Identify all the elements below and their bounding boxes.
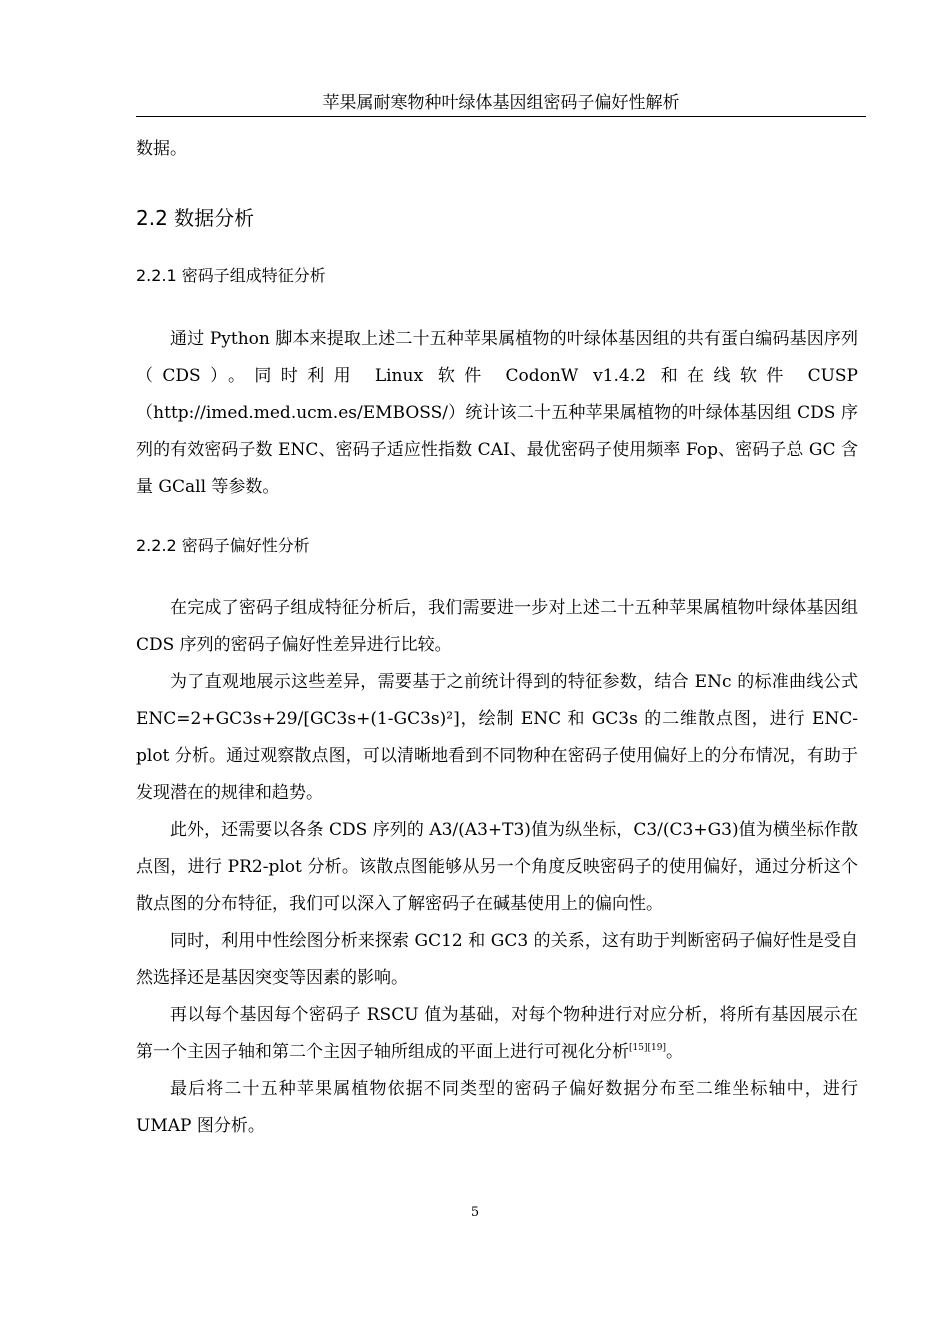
- sentence-end: 。: [665, 1042, 683, 1062]
- header-rule: [136, 116, 866, 117]
- paragraph-pr2-plot: 此外，还需要以各条 CDS 序列的 A3/(A3+T3)值为纵坐标，C3/(C3+G3)值为横坐标作散点图，进行 PR2-plot 分析。该散点图能够从另一个角度反映密码子的使用偏好，通过分析这个散点图的分布特征，我们可以深入了解密码子在碱基使用上的偏向性。: [136, 820, 858, 914]
- paragraph-umap: 最后将二十五种苹果属植物依据不同类型的密码子偏好数据分布至二维坐标轴中，进行 UMAP 图分析。: [136, 1079, 858, 1136]
- continuation-text: 数据。: [136, 139, 187, 159]
- paragraph-neutrality-plot: 同时，利用中性绘图分析来探索 GC12 和 GC3 的关系，这有助于判断密码子偏好性是受自然选择还是基因突变等因素的影响。: [136, 931, 858, 988]
- paragraph-codon-composition: 通过 Python 脚本来提取上述二十五种苹果属植物的叶绿体基因组的共有蛋白编码基因序列（CDS）。同时利用 Linux 软件 CodonW v1.4.2 和在线软件 CUSP（http://imed.med.ucm.es/EMBOSS/）统计该二十五种苹果属植物的叶绿体基因组 CDS 序列的有效密码子数 ENC、密码子适应性指数 CAI、最优密码子使用频率 Fop、密码子总 GC 含量 GCall 等参数。: [136, 329, 858, 497]
- paragraph-correspondence-analysis: [136, 997, 858, 1071]
- running-header: 苹果属耐寒物种叶绿体基因组密码子偏好性解析: [322, 93, 680, 113]
- subsection-heading-2-2-1: 2.2.1 密码子组成特征分析: [136, 266, 326, 285]
- section-heading-2-2: 2.2 数据分析: [136, 206, 255, 230]
- paragraph-enc-plot: 为了直观地展示这些差异，需要基于之前统计得到的特征参数，结合 ENc 的标准曲线公式 ENC=2+GC3s+29/[GC3s+(1-GC3s)²]，绘制 ENC 和 GC3s 的二维散点图，进行 ENC-plot 分析。通过观察散点图，可以清晰地看到不同物种在密码子使用偏好上的分布情况，有助于发现潜在的规律和趋势。: [136, 672, 858, 803]
- citation-reference: [15][19]: [629, 1043, 666, 1053]
- paragraph-comparison: 在完成了密码子组成特征分析后，我们需要进一步对上述二十五种苹果属植物叶绿体基因组 CDS 序列的密码子偏好性差异进行比较。: [136, 598, 858, 655]
- correspondence-text: 再以每个基因每个密码子 RSCU 值为基础，对每个物种进行对应分析，将所有基因展示在第一个主因子轴和第二个主因子轴所组成的平面上进行可视化分析: [136, 1005, 858, 1062]
- subsection-heading-2-2-2: 2.2.2 密码子偏好性分析: [136, 536, 310, 555]
- page-number: 5: [470, 1205, 480, 1220]
